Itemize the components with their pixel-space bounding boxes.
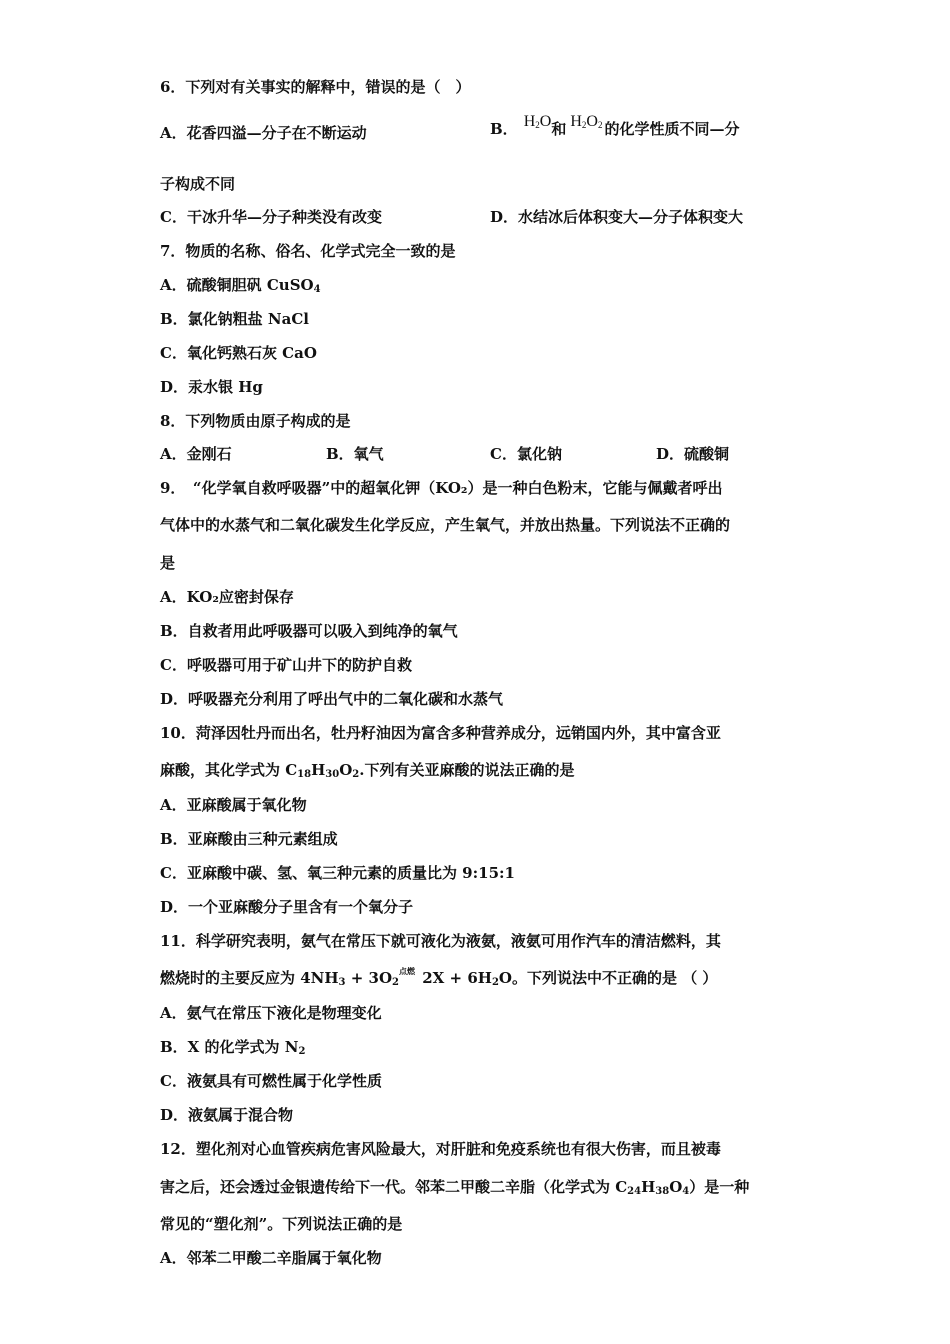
q12-stem-line1: 12．塑化剂对心血管疾病危害风险最大，对肝脏和免疫系统也有很大伤害，而且被毒 bbox=[160, 1140, 721, 1158]
q12-stem-line2: 害之后，还会透过金银遗传给下一代。邻苯二甲酸二辛脂（化学式为 $C_{24}H_{38}O_4$）是一种 bbox=[160, 1178, 750, 1197]
q8-stem: 8．下列物质由原子构成的是 bbox=[160, 412, 351, 430]
q8-option-b: B．氧气 bbox=[326, 445, 384, 463]
q9-stem-line1: 9． “化学氧自救呼吸器”中的超氧化钾（KO₂）是一种白色粉末，它能与佩戴者呼出 bbox=[160, 479, 723, 497]
q10-option-a: A．亚麻酸属于氧化物 bbox=[160, 796, 307, 814]
q6-option-c: C．干冰升华—分子种类没有改变 bbox=[160, 208, 382, 226]
q10-option-b: B．亚麻酸由三种元素组成 bbox=[160, 830, 338, 848]
q8-option-a: A．金刚石 bbox=[160, 445, 232, 463]
q10-stem-line2: 麻酸，其化学式为 $C_{18}H_{30}O_2$.下列有关亚麻酸的说法正确的是 bbox=[160, 761, 575, 780]
q6-option-b-continued: 子构成不同 bbox=[160, 175, 236, 193]
q11-stem-line2: 燃烧时的主要反应为 $4NH_3 + 3O_2$点燃 $2X + 6H_2O$。下列说法中不正确的是 （ ） bbox=[160, 968, 717, 990]
q11-stem-line1: 11．科学研究表明，氨气在常压下就可液化为液氨，液氨可用作汽车的清洁燃料，其 bbox=[160, 932, 721, 950]
q8-option-d: D．硫酸铜 bbox=[656, 445, 730, 463]
q12-option-a: A．邻苯二甲酸二辛脂属于氧化物 bbox=[160, 1249, 382, 1267]
q11-option-d: D．液氨属于混合物 bbox=[160, 1106, 294, 1124]
q10-option-d: D．一个亚麻酸分子里含有一个氧分子 bbox=[160, 898, 414, 916]
q7-option-d: D．汞水银 Hg bbox=[160, 378, 263, 396]
q9-option-d: D．呼吸器充分利用了呼出气中的二氧化碳和水蒸气 bbox=[160, 690, 504, 708]
q7-option-a: A．硫酸铜胆矾 CuSO$_4$ bbox=[160, 276, 321, 295]
q11-option-a: A．氨气在常压下液化是物理变化 bbox=[160, 1004, 382, 1022]
q11-option-c: C．液氨具有可燃性属于化学性质 bbox=[160, 1072, 382, 1090]
q6-stem: 6．下列对有关事实的解释中，错误的是（ ） bbox=[160, 78, 471, 96]
q7-option-b: B．氯化钠粗盐 NaCl bbox=[160, 310, 309, 328]
q6-option-b-label: B． bbox=[490, 120, 518, 138]
q10-stem-line1: 10．菏泽因牡丹而出名，牡丹籽油因为富含多种营养成分，远销国内外，其中富含亚 bbox=[160, 724, 721, 742]
q6-option-b bbox=[490, 114, 739, 145]
ignition-condition-label: 点燃 bbox=[399, 966, 416, 976]
q6-option-a: A．花香四溢—分子在不断运动 bbox=[160, 124, 367, 142]
q12-stem-line3: 常见的“塑化剂”。下列说法正确的是 bbox=[160, 1215, 403, 1233]
q8-option-c: C．氯化钠 bbox=[490, 445, 562, 463]
q6-option-b-text: 的化学性质不同—分 bbox=[604, 120, 740, 138]
q9-option-a: A．KO₂应密封保存 bbox=[160, 588, 294, 606]
q10-option-c: C．亚麻酸中碳、氢、氧三种元素的质量比为 9:15:1 bbox=[160, 864, 515, 882]
q7-stem: 7．物质的名称、俗名、化学式完全一致的是 bbox=[160, 242, 456, 260]
water-formula: $H_2O$ bbox=[523, 113, 552, 130]
q9-stem-line2: 气体中的水蒸气和二氧化碳发生化学反应，产生氧气，并放出热量。下列说法不正确的 bbox=[160, 516, 731, 534]
hydrogen-peroxide-formula: $H_2O_2$ bbox=[570, 113, 603, 130]
q9-option-b: B．自救者用此呼吸器可以吸入到纯净的氧气 bbox=[160, 622, 458, 640]
q6-option-d: D．水结冰后体积变大—分子体积变大 bbox=[490, 208, 744, 226]
q9-option-c: C．呼吸器可用于矿山井下的防护自救 bbox=[160, 656, 412, 674]
q7-option-c: C．氧化钙熟石灰 CaO bbox=[160, 344, 317, 362]
q6-option-b-connector: 和 bbox=[551, 120, 567, 138]
q11-option-b: B．X 的化学式为 $N_2$ bbox=[160, 1038, 306, 1057]
q9-stem-line3: 是 bbox=[160, 554, 176, 572]
